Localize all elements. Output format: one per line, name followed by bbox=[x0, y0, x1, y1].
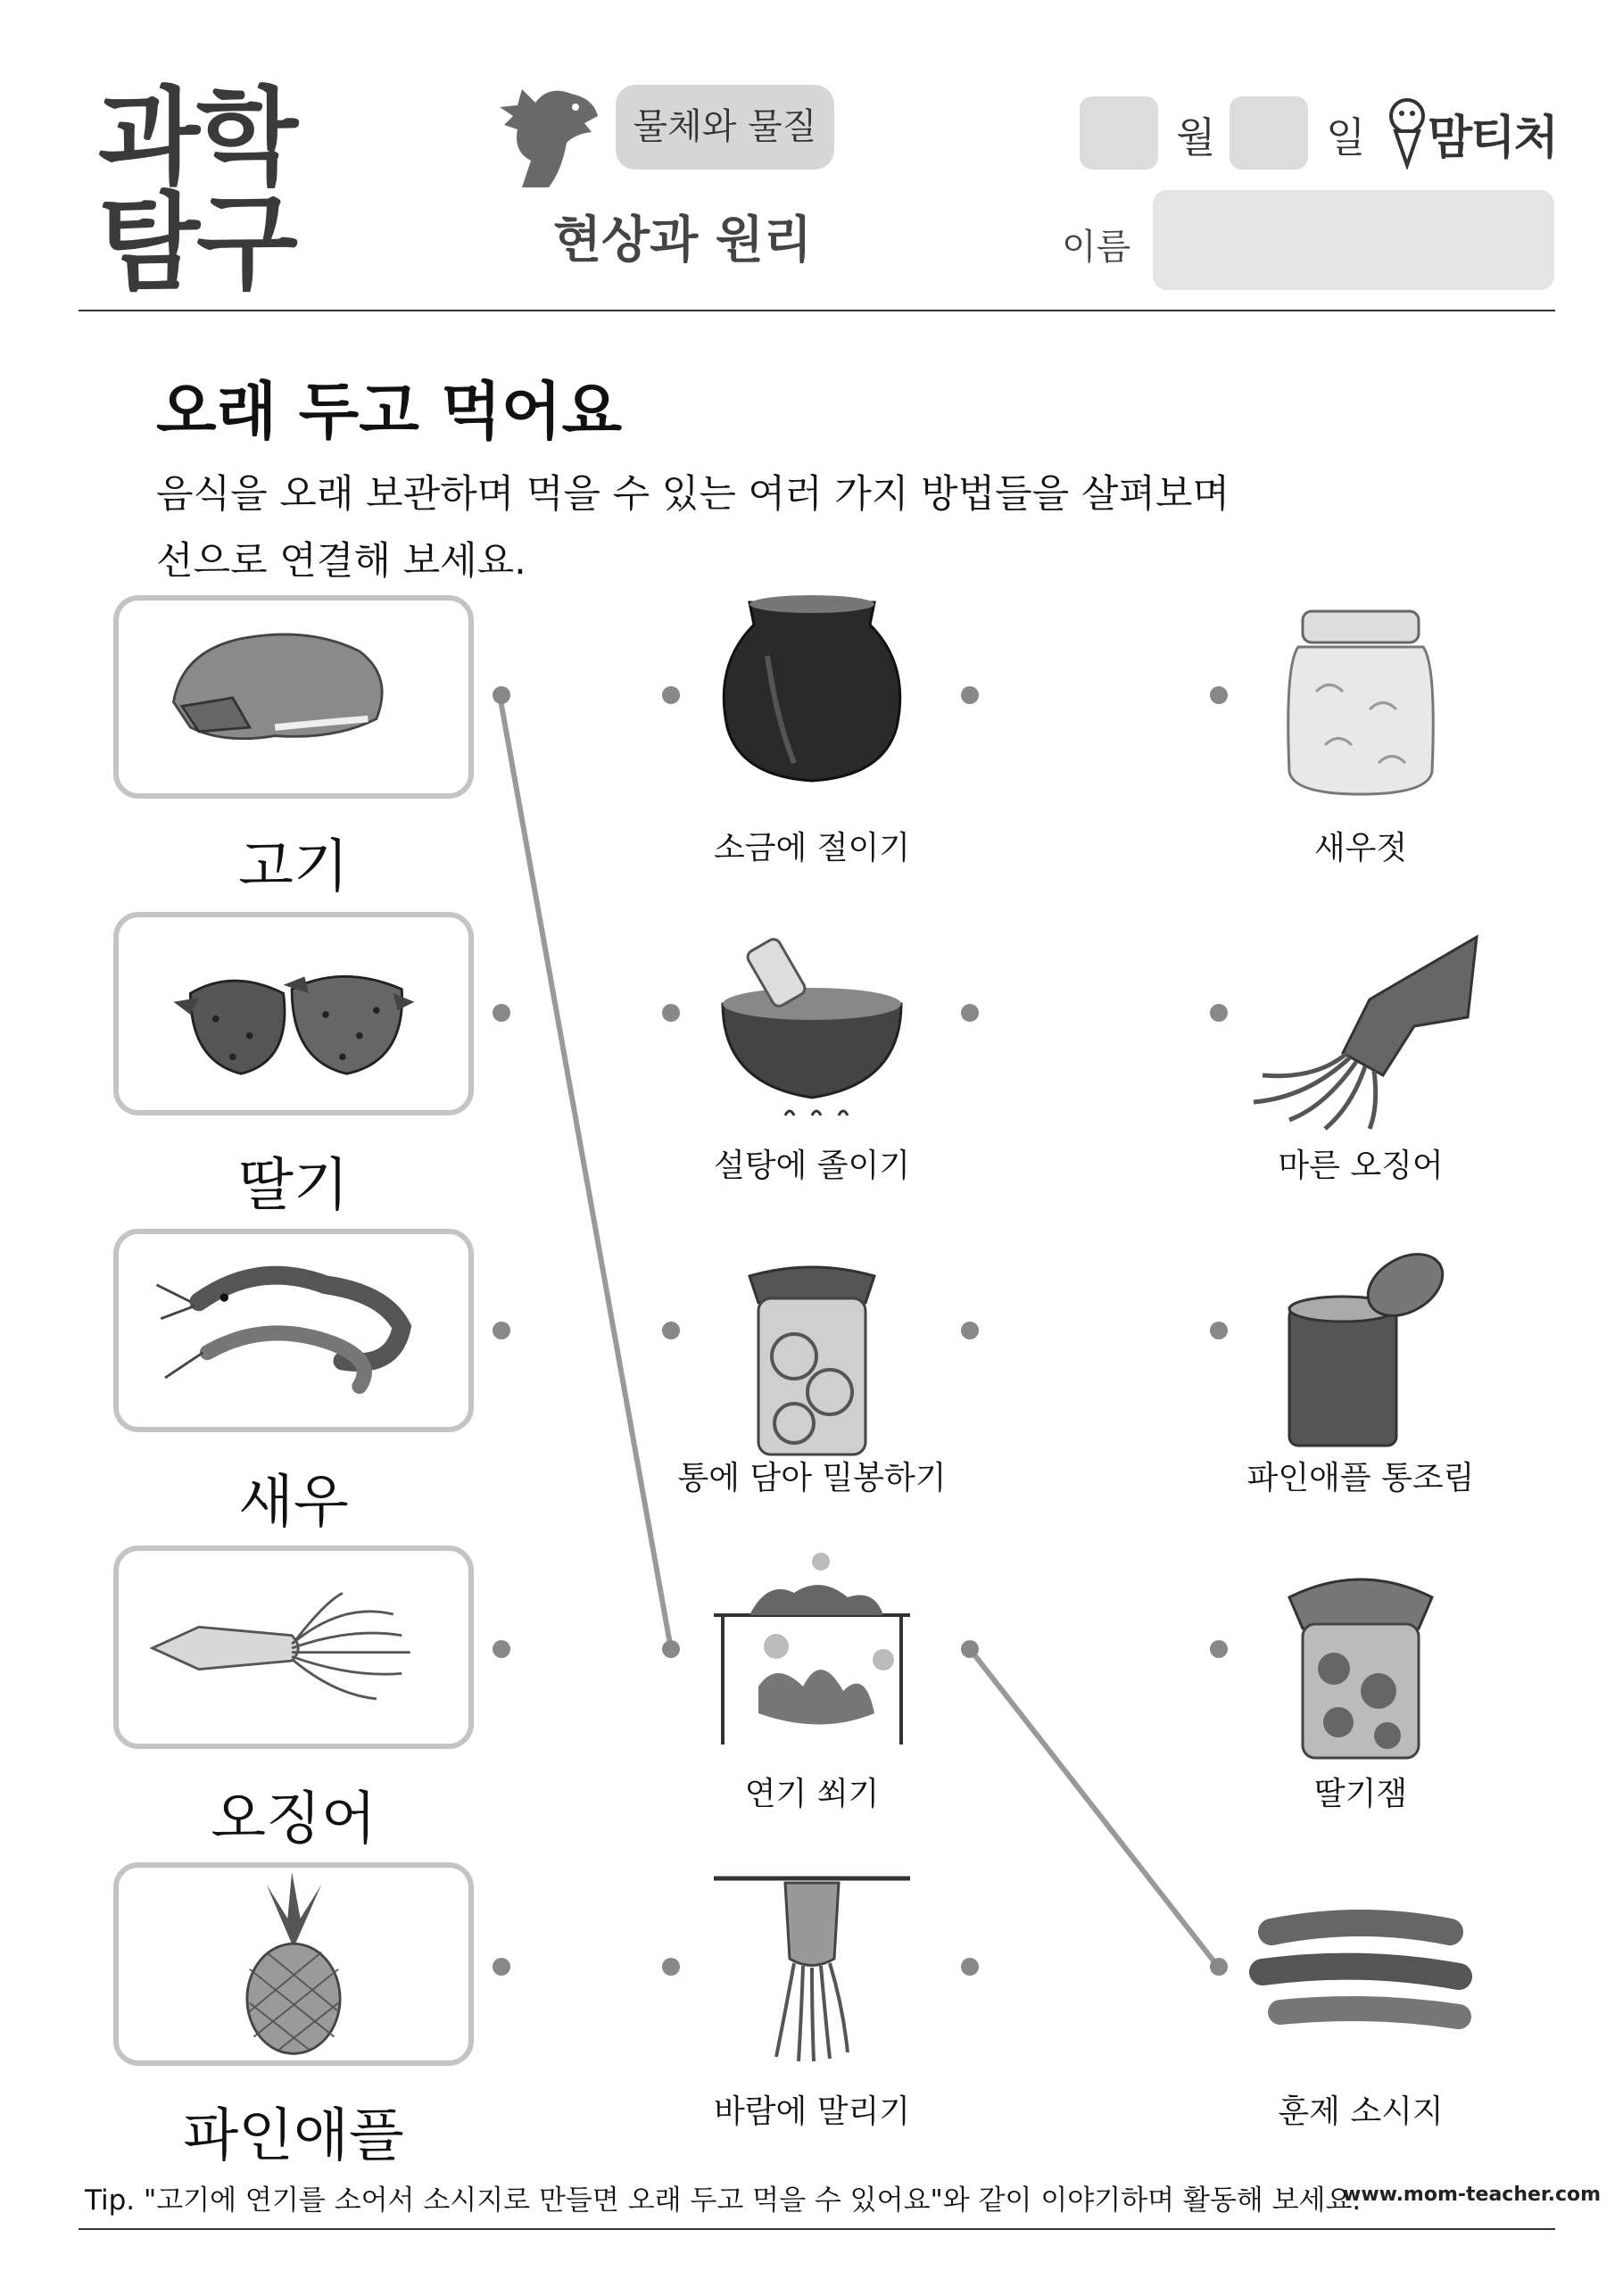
food-label-shrimp: 새우 bbox=[238, 1470, 349, 1536]
dot-method-out-salt[interactable] bbox=[961, 686, 979, 704]
dot-product-dried-squid[interactable] bbox=[1210, 1004, 1228, 1022]
tip-text: Tip. "고기에 연기를 소어서 소시지로 만들면 오래 두고 먹을 수 있어요"와 같이 이야기하며 활동해 보세요. bbox=[85, 2184, 1362, 2217]
meat-icon bbox=[119, 601, 468, 793]
product-label-sausage: 훈제 소시지 bbox=[1278, 2093, 1444, 2130]
method-label-sugar: 설탕에 졸이기 bbox=[713, 1148, 911, 1184]
shrimp-icon bbox=[119, 1234, 468, 1427]
dot-food-pineapple[interactable] bbox=[493, 1958, 510, 1976]
food-card-shrimp[interactable] bbox=[113, 1229, 474, 1432]
hanging-squid-icon bbox=[687, 1861, 937, 2066]
product-label-jam: 딸기잼 bbox=[1313, 1776, 1408, 1812]
dried-squid-icon bbox=[1236, 928, 1486, 1133]
jam-jar-icon bbox=[1236, 1562, 1486, 1767]
salted-shrimp-jar-icon bbox=[1236, 593, 1486, 799]
pineapple-can-icon bbox=[1236, 1245, 1486, 1450]
dot-method-out-seal[interactable] bbox=[961, 1322, 979, 1339]
dot-method-in-smoke[interactable] bbox=[662, 1640, 680, 1658]
food-label-meat: 고기 bbox=[238, 834, 349, 900]
footer-divider bbox=[79, 2228, 1555, 2230]
food-card-squid[interactable] bbox=[113, 1546, 474, 1749]
food-label-squid: 오징어 bbox=[211, 1786, 377, 1853]
dot-product-salted-shrimp[interactable] bbox=[1210, 686, 1228, 704]
dot-product-pineapple-can[interactable] bbox=[1210, 1322, 1228, 1339]
dot-method-in-dry[interactable] bbox=[662, 1958, 680, 1976]
dot-method-in-salt[interactable] bbox=[662, 686, 680, 704]
dot-food-strawberry[interactable] bbox=[493, 1004, 510, 1022]
category-badge: 물체와 물질 bbox=[616, 85, 834, 170]
sugar-pot-icon bbox=[687, 924, 937, 1129]
connection-meat-to-smoking bbox=[501, 705, 671, 1649]
instruction-line-1: 음식을 오래 보관하며 먹을 수 있는 여러 가지 방법들을 살펴보며 bbox=[156, 472, 1230, 517]
method-label-salt: 소금에 절이기 bbox=[713, 830, 911, 866]
brand-logo: 맘티처 bbox=[1428, 112, 1557, 165]
pineapple-icon bbox=[119, 1868, 468, 2060]
dot-method-in-sugar[interactable] bbox=[662, 1004, 680, 1022]
logo-line-1: 과학 bbox=[98, 76, 294, 199]
method-label-dry: 바람에 말리기 bbox=[713, 2093, 911, 2130]
food-label-pineapple: 파인애플 bbox=[183, 2103, 404, 2169]
method-label-smoke: 연기 쐬기 bbox=[744, 1776, 880, 1812]
product-label-salted-shrimp: 새우젓 bbox=[1313, 830, 1408, 866]
product-label-dried-squid: 마른 오징어 bbox=[1278, 1148, 1444, 1184]
page-subtitle: 현상과 원리 bbox=[553, 211, 812, 269]
instruction-line-2: 선으로 연결해 보세요. bbox=[156, 539, 526, 584]
name-label: 이름 bbox=[1062, 227, 1131, 268]
food-card-meat[interactable] bbox=[113, 595, 474, 799]
dot-food-shrimp[interactable] bbox=[493, 1322, 510, 1339]
month-label: 월 bbox=[1176, 113, 1216, 162]
squid-icon bbox=[119, 1551, 468, 1744]
method-label-seal: 통에 담아 밀봉하기 bbox=[677, 1460, 947, 1496]
dot-method-out-dry[interactable] bbox=[961, 1958, 979, 1976]
jar-icon bbox=[687, 584, 937, 790]
dot-method-out-sugar[interactable] bbox=[961, 1004, 979, 1022]
day-label: 일 bbox=[1326, 113, 1366, 162]
dot-product-jam[interactable] bbox=[1210, 1640, 1228, 1658]
dot-product-sausage[interactable] bbox=[1210, 1958, 1228, 1976]
dot-method-in-seal[interactable] bbox=[662, 1322, 680, 1339]
logo-line-2: 탐구 bbox=[98, 181, 294, 304]
smoking-rack-icon bbox=[687, 1544, 937, 1749]
product-label-pineapple-can: 파인애플 통조림 bbox=[1246, 1460, 1475, 1496]
dot-food-squid[interactable] bbox=[493, 1640, 510, 1658]
food-card-strawberry[interactable] bbox=[113, 912, 474, 1115]
worksheet-title: 오래 두고 먹어요 bbox=[156, 375, 623, 448]
sausage-icon bbox=[1236, 1878, 1486, 2084]
dot-method-out-smoke[interactable] bbox=[961, 1640, 979, 1658]
dot-food-meat[interactable] bbox=[493, 686, 510, 704]
site-url[interactable]: www.mom-teacher.com bbox=[1343, 2184, 1602, 2206]
food-card-pineapple[interactable] bbox=[113, 1862, 474, 2066]
connection-smoking-to-sausage bbox=[970, 1649, 1219, 1968]
food-label-strawberry: 딸기 bbox=[238, 1153, 349, 1219]
strawberry-icon bbox=[119, 917, 468, 1110]
sealed-jar-icon bbox=[687, 1258, 937, 1463]
